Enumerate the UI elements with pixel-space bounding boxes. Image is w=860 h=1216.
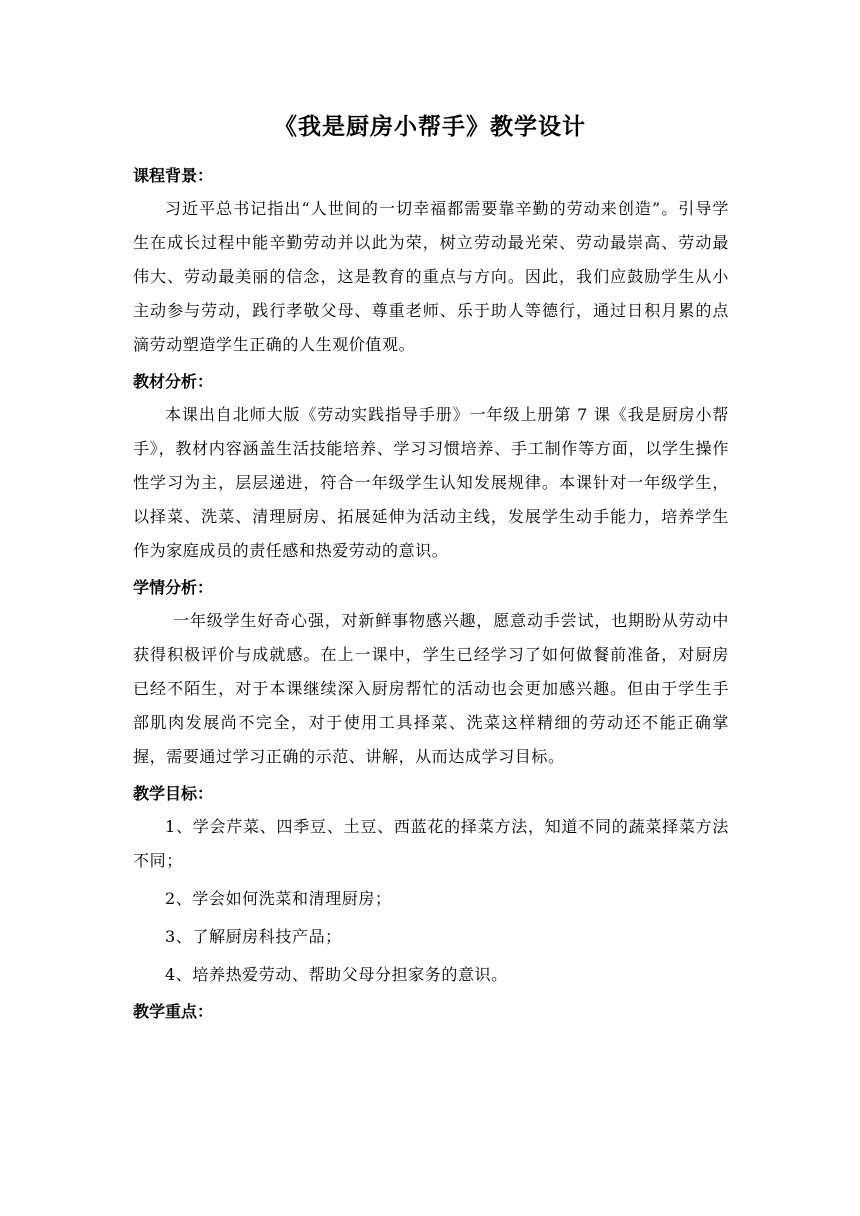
paragraph-material: 本课出自北师大版《劳动实践指导手册》一年级上册第 7 课《我是厨房小帮手》，教材内容涵盖生活技能培养、学习习惯培养、手工制作等方面，以学生操作性学习为主，层层递进，符合一年级学生认知发展规律。本课针对一年级学生，以择菜、洗菜、清理厨房、拓展延伸为活动主线，发展学生动手能力，培养学生作为家庭成员的责任感和热爱劳动的意识。 bbox=[133, 405, 729, 560]
section-key-points bbox=[133, 992, 729, 1028]
section-material bbox=[133, 362, 729, 568]
section-heading-key-points: 教学重点： bbox=[133, 1002, 214, 1021]
goal-item: 2、学会如何洗菜和清理厨房； bbox=[165, 889, 392, 908]
goal-item: 1、学会芹菜、四季豆、土豆、西蓝花的择菜方法，知道不同的蔬菜择菜方法不同； bbox=[133, 817, 729, 870]
goal-item: 4、培养热爱劳动、帮助父母分担家务的意识。 bbox=[165, 965, 508, 984]
document-title: 《我是厨房小帮手》教学设计 bbox=[274, 113, 586, 140]
section-heading-background: 课程背景： bbox=[133, 166, 214, 185]
goal-item: 3、了解厨房科技产品； bbox=[165, 927, 342, 946]
paragraph-background: 习近平总书记指出“人世间的一切幸福都需要靠辛勤的劳动来创造”。引导学生在成长过程中能辛勤劳动并以此为荣，树立劳动最光荣、劳动最崇高、劳动最伟大、劳动最美丽的信念，这是教育的重点与方向。因此，我们应鼓励学生从小主动参与劳动，践行孝敬父母、尊重老师、乐于助人等德行，通过日积月累的点滴劳动塑造学生正确的人生观价值观。 bbox=[133, 199, 729, 354]
paragraph-students: 一年级学生好奇心强，对新鲜事物感兴趣，愿意动手尝试，也期盼从劳动中获得积极评价与成就感。在上一课中，学生已经学习了如何做餐前准备，对厨房已经不陌生，对于本课继续深入厨房帮忙的活动也会更加感兴趣。但由于学生手部肌肉发展尚不完全，对于使用工具择菜、洗菜这样精细的劳动还不能正确掌握，需要通过学习正确的示范、讲解，从而达成学习目标。 bbox=[133, 611, 729, 766]
document-body bbox=[133, 156, 729, 1028]
section-heading-material: 教材分析： bbox=[133, 372, 214, 391]
section-goals bbox=[133, 774, 729, 992]
section-heading-students: 学情分析： bbox=[133, 578, 214, 597]
section-heading-goals: 教学目标： bbox=[133, 784, 214, 803]
section-background bbox=[133, 156, 729, 362]
section-students bbox=[133, 568, 729, 774]
